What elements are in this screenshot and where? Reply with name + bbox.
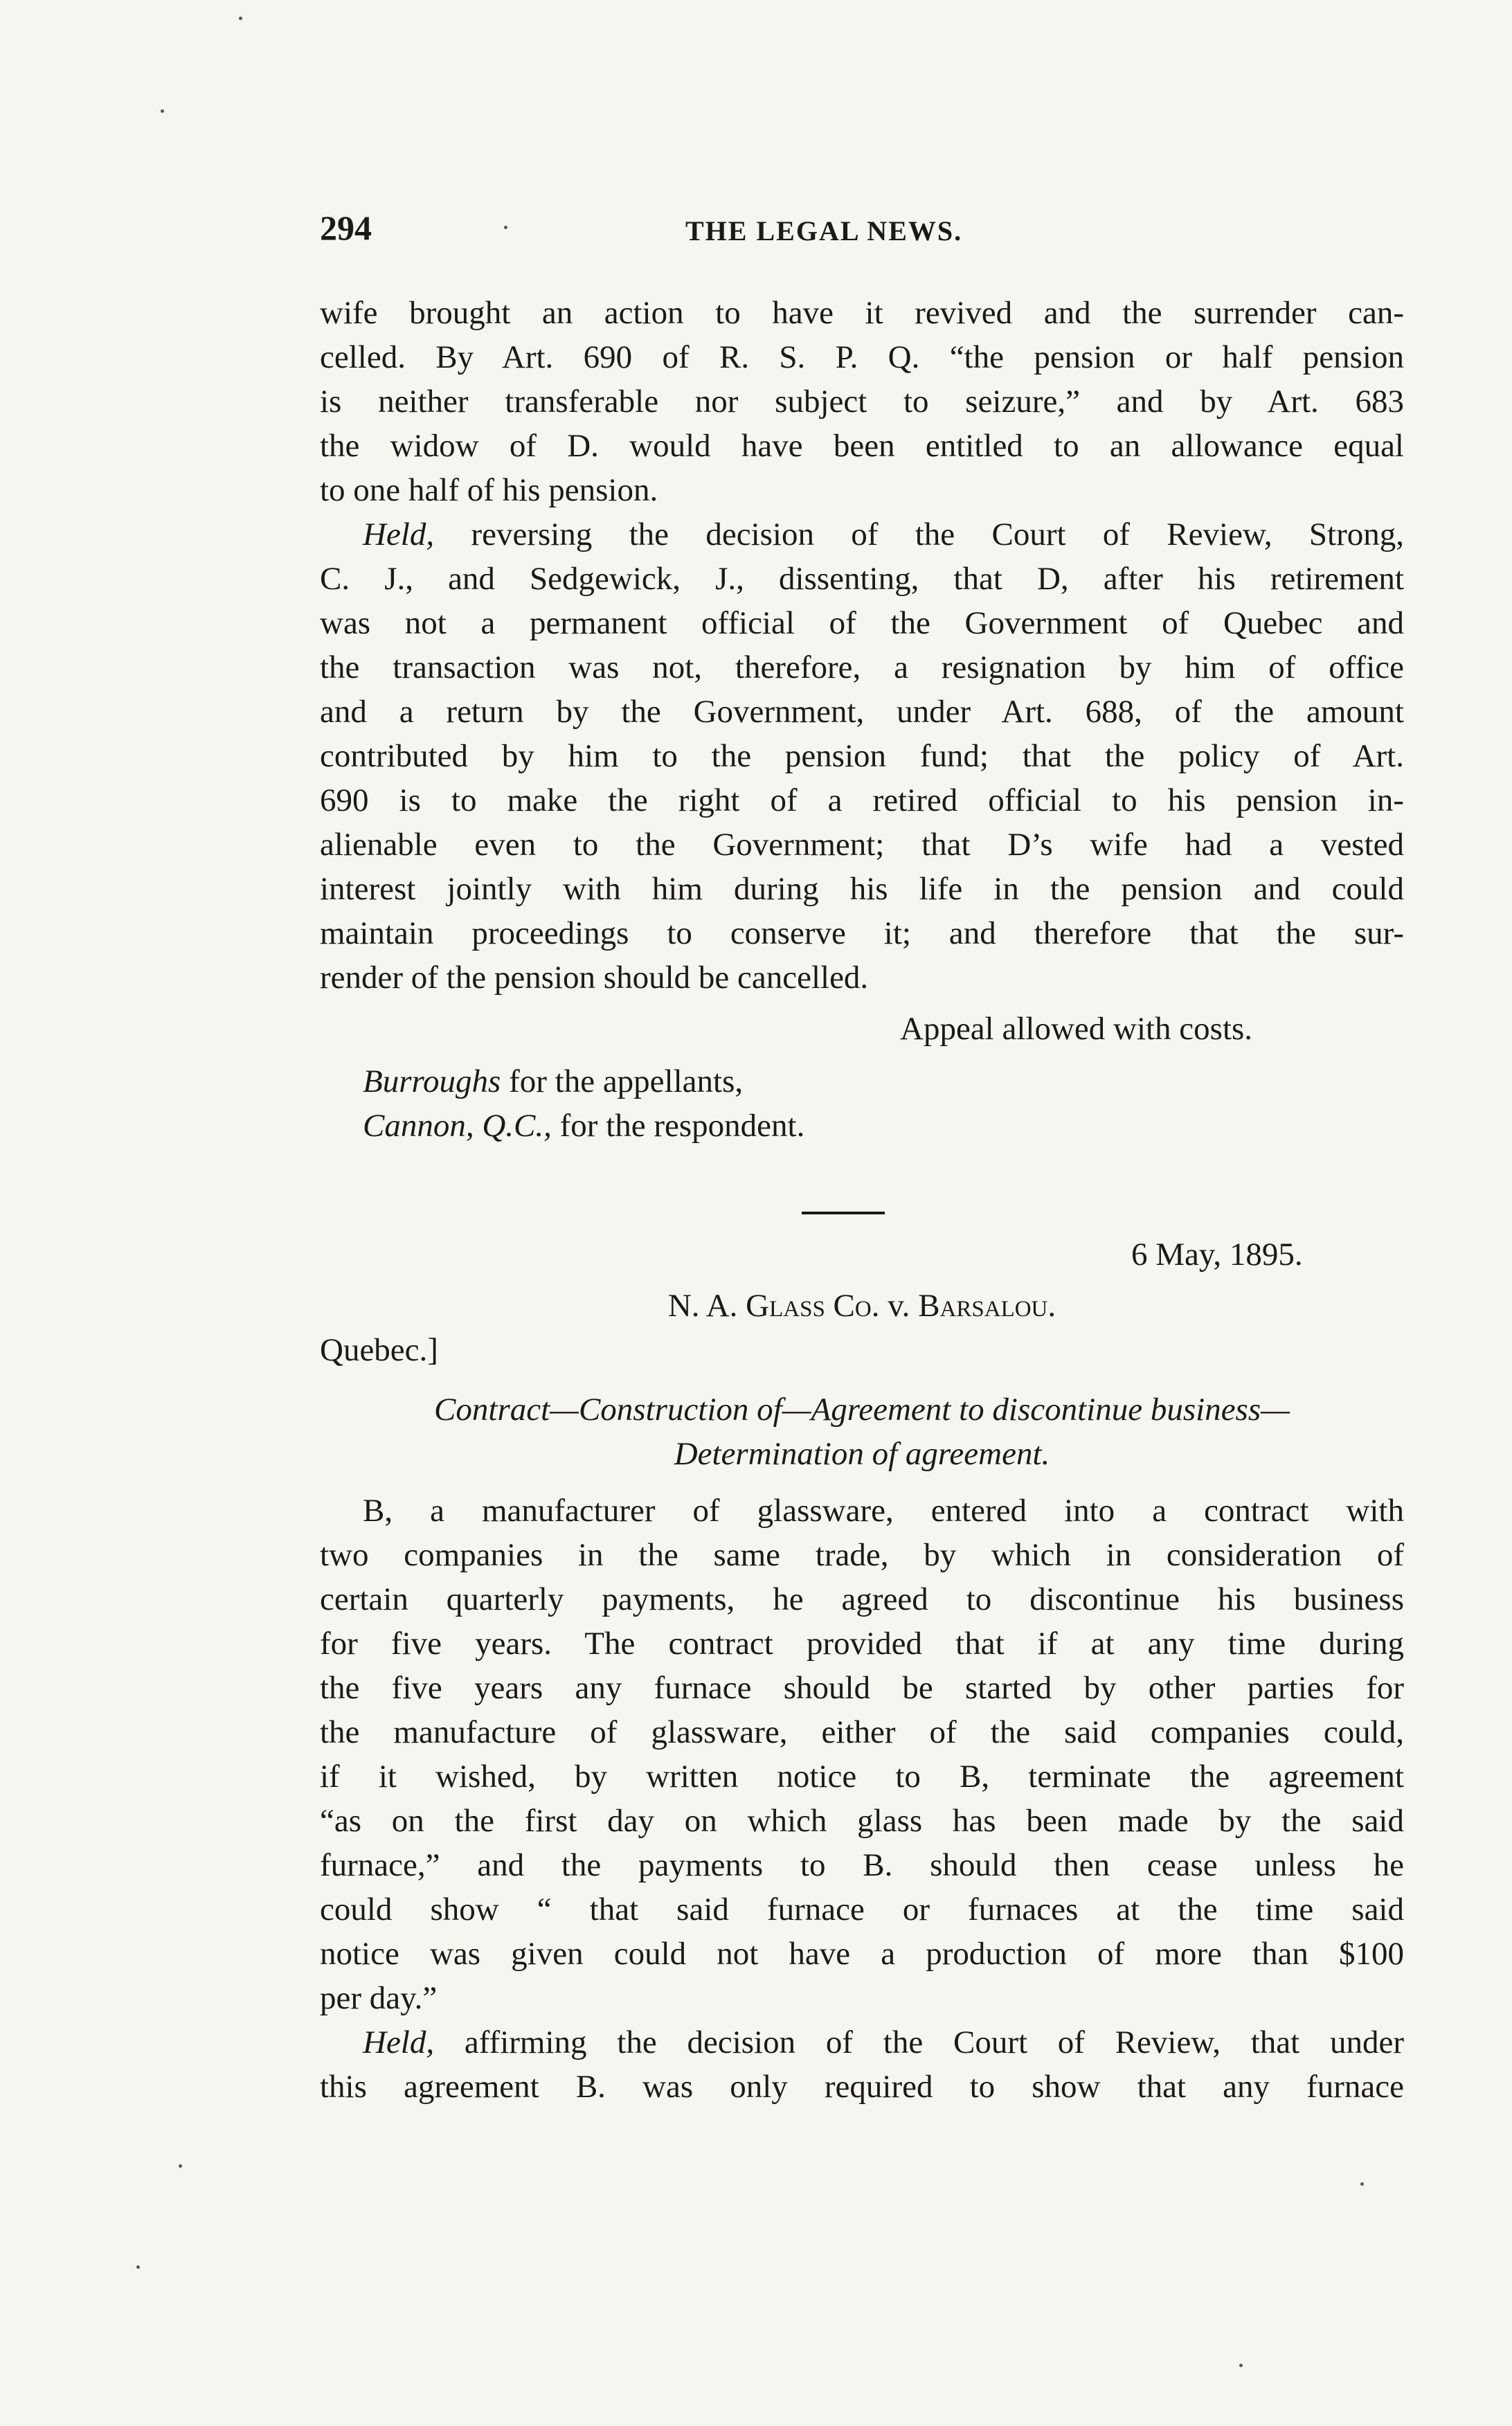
section-divider — [802, 1212, 885, 1214]
text-line: the widow of D. would have been entitled to an allowance equal — [320, 428, 1404, 464]
text-line: interest jointly with him during his life in the pension and could — [320, 871, 1404, 907]
counsel-role: for the appellants, — [501, 1063, 744, 1099]
text-line: B, a manufacturer of glassware, entered into a contract with — [363, 1493, 1404, 1529]
text-line: “as on the first day on which glass has been made by the said — [320, 1803, 1404, 1839]
text-line: the five years any furnace should be started by other parties for — [320, 1670, 1404, 1706]
decision-date: 6 May, 1895. — [1131, 1237, 1303, 1273]
held-text: reversing the decision of the Court of Review, Strong, — [434, 516, 1404, 552]
page-number: 294 — [320, 208, 372, 247]
text-line: 690 is to make the right of a retired official to his pension in- — [320, 782, 1404, 818]
title-party-one: Glass Co. — [746, 1288, 880, 1324]
text-line: notice was given could not have a production of more than $100 — [320, 1936, 1404, 1972]
text-line: for five years. The contract provided that if at any time during — [320, 1626, 1404, 1662]
text-line: was not a permanent official of the Government of Quebec and — [320, 605, 1404, 641]
counsel-name: Cannon, Q.C., — [363, 1108, 552, 1144]
speck — [161, 109, 164, 113]
speck — [239, 17, 242, 20]
held-line — [320, 2020, 1404, 2065]
title-prefix: N. A. — [667, 1288, 746, 1324]
speck — [1239, 2364, 1243, 2367]
held-word: Held, — [363, 516, 435, 552]
text-line: furnace,” and the payments to B. should then cease unless he — [320, 1847, 1404, 1883]
disposition: Appeal allowed with costs. — [900, 1011, 1253, 1047]
case-title — [320, 1284, 1404, 1328]
text-line: contributed by him to the pension fund; that the policy of Art. — [320, 738, 1404, 774]
text-line: is neither transferable nor subject to seizure,” and by Art. 683 — [320, 384, 1404, 420]
text-line: alienable even to the Government; that D’s wife had a vested — [320, 827, 1404, 863]
text-line: and a return by the Government, under Art. 688, of the amount — [320, 694, 1404, 730]
counsel-respondent — [363, 1104, 804, 1148]
speck — [136, 2265, 140, 2269]
held-line — [320, 512, 1404, 557]
headnote: Contract—Construction of—Agreement to discontinue business— — [434, 1392, 1290, 1428]
title-party-two: Barsalou. — [918, 1288, 1056, 1324]
headnote: Determination of agreement. — [674, 1436, 1050, 1472]
counsel-name: Burroughs — [363, 1063, 501, 1099]
held-text: affirming the decision of the Court of Review, that under — [434, 2024, 1404, 2060]
speck — [179, 2164, 182, 2168]
counsel-role: for the respondent. — [551, 1108, 805, 1144]
text-line: the manufacture of glassware, either of the said companies could, — [320, 1714, 1404, 1750]
text-line: could show “ that said furnace or furnaces at the time said — [320, 1892, 1404, 1928]
text-line: wife brought an action to have it revived and the surrender can- — [320, 295, 1404, 331]
held-word: Held, — [363, 2024, 435, 2060]
speck — [504, 226, 507, 229]
text-line: C. J., and Sedgewick, J., dissenting, that D, after his retirement — [320, 561, 1404, 597]
text-line: maintain proceedings to conserve it; and therefore that the sur- — [320, 915, 1404, 951]
text-line: render of the pension should be cancelled. — [320, 960, 869, 996]
province: Quebec.] — [320, 1332, 438, 1368]
text-line: certain quarterly payments, he agreed to discontinue his business — [320, 1581, 1404, 1617]
running-title: THE LEGAL NEWS. — [685, 215, 963, 246]
text-line: per day.” — [320, 1980, 438, 2016]
text-line: celled. By Art. 690 of R. S. P. Q. “the pension or half pension — [320, 339, 1404, 375]
text-line: this agreement B. was only required to show that any furnace — [320, 2069, 1404, 2105]
speck — [1360, 2182, 1364, 2186]
text-line: the transaction was not, therefore, a resignation by him of office — [320, 649, 1404, 685]
text-line: two companies in the same trade, by which in consideration of — [320, 1537, 1404, 1573]
counsel-appellant — [363, 1059, 743, 1104]
text-line: to one half of his pension. — [320, 472, 658, 508]
text-line: if it wished, by written notice to B, terminate the agreement — [320, 1759, 1404, 1795]
title-versus: v. — [879, 1288, 919, 1324]
